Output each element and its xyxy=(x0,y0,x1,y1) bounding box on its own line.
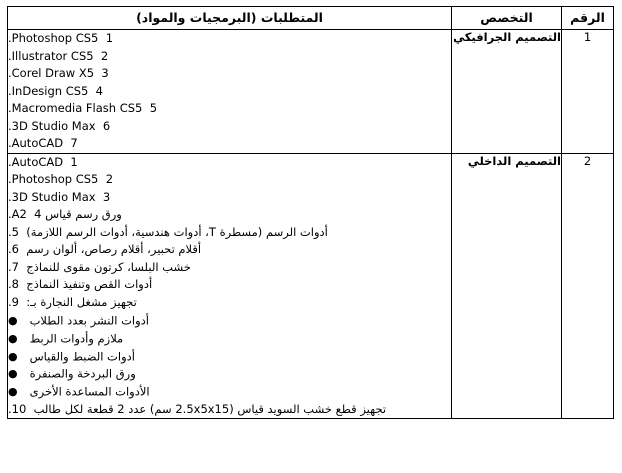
list-item xyxy=(8,401,451,419)
item-number: 1. xyxy=(8,31,114,45)
item-number: 3. xyxy=(8,189,111,204)
header-specialization: التخصص xyxy=(452,7,562,30)
requirements-list xyxy=(8,154,451,419)
requirements-table xyxy=(7,6,614,419)
item-number: 2. xyxy=(8,172,114,186)
table-body xyxy=(8,30,614,419)
list-item xyxy=(8,224,451,242)
item-text: 3D Studio Max xyxy=(11,118,96,133)
item-number: 6. xyxy=(8,118,111,133)
item-number: 8. xyxy=(8,277,19,291)
list-item xyxy=(8,65,451,83)
item-number: 10. xyxy=(8,401,27,416)
list-item xyxy=(8,83,451,101)
item-text: Photoshop CS5 xyxy=(11,31,99,45)
list-item xyxy=(8,135,451,153)
row-requirements xyxy=(8,153,452,419)
item-text: أقلام تحبير، أقلام رصاص، ألوان رسم xyxy=(26,242,202,256)
item-number: 7. xyxy=(8,136,78,150)
bullet-dot-icon: ● xyxy=(8,314,18,327)
row-requirements xyxy=(8,30,452,154)
table-row xyxy=(8,30,614,154)
item-text: أدوات الرسم (مسطرة T، أدوات هندسية، أدوات الرسم اللازمة) xyxy=(26,224,328,239)
row-specialization: التصميم الجرافيكي xyxy=(452,30,562,154)
item-text: AutoCAD xyxy=(11,154,64,169)
list-item xyxy=(8,118,451,136)
list-item xyxy=(8,171,451,189)
item-text: 3D Studio Max xyxy=(11,189,96,204)
item-number: 7. xyxy=(8,259,19,274)
item-text: AutoCAD xyxy=(11,136,64,150)
item-text: Photoshop CS5 xyxy=(11,172,99,186)
item-text: ورق رسم قياس A2 xyxy=(11,207,122,221)
item-number: 3. xyxy=(8,66,109,80)
bullet-text: ورق البردخة والصنفرة xyxy=(29,366,136,381)
table-row xyxy=(8,153,614,419)
header-requirements: المتطلبات (البرمجيات والمواد) xyxy=(8,7,452,30)
item-text: أدوات القص وتنفيذ النماذج xyxy=(26,277,153,291)
list-item xyxy=(8,30,451,48)
row-number: 2 xyxy=(562,153,614,419)
list-item xyxy=(8,48,451,66)
row-specialization: التصميم الداخلي xyxy=(452,153,562,419)
item-text: Corel Draw X5 xyxy=(11,66,95,80)
list-item xyxy=(8,276,451,294)
bullet-item xyxy=(8,383,451,401)
item-number: 6. xyxy=(8,242,19,256)
item-text: Illustrator CS5 xyxy=(11,48,94,63)
item-text: Macromedia Flash CS5 xyxy=(11,101,143,115)
bullet-dot-icon: ● xyxy=(8,367,18,381)
item-text: تجهيز قطع خشب السويد قياس (2.5x5x15 سم) عدد 2 قطعة لكل طالب xyxy=(33,401,387,416)
item-text: InDesign CS5 xyxy=(11,83,89,98)
row-number: 1 xyxy=(562,30,614,154)
item-number: 9. xyxy=(8,294,19,309)
bullet-item xyxy=(8,330,451,348)
item-number: 5. xyxy=(8,224,19,239)
item-text: تجهيز مشغل النجارة بـ: xyxy=(26,294,137,309)
item-number: 5. xyxy=(8,101,158,115)
bullet-item xyxy=(8,348,451,366)
bullet-item xyxy=(8,312,451,330)
bullet-text: أدوات الضبط والقياس xyxy=(29,348,135,363)
list-item xyxy=(8,154,451,172)
sub-bullet-list xyxy=(8,312,451,401)
list-item xyxy=(8,206,451,224)
list-item xyxy=(8,100,451,118)
list-item xyxy=(8,241,451,259)
bullet-text: الأدوات المساعدة الأخرى xyxy=(29,384,150,399)
list-item xyxy=(8,189,451,207)
requirements-list xyxy=(8,30,451,153)
item-number: 4. xyxy=(8,83,103,98)
bullet-dot-icon: ● xyxy=(8,385,18,398)
list-item xyxy=(8,259,451,277)
item-text: خشب البلسا، كرتون مقوى للنماذج xyxy=(26,259,191,274)
header-row xyxy=(8,7,614,30)
bullet-text: ملازم وأدوات الربط xyxy=(29,331,124,345)
bullet-dot-icon: ● xyxy=(8,331,18,345)
bullet-dot-icon: ● xyxy=(8,349,18,363)
item-number: 1. xyxy=(8,154,78,169)
item-number: 2. xyxy=(8,48,109,63)
table-header xyxy=(8,7,614,30)
list-item xyxy=(8,294,451,401)
item-number: 4. xyxy=(8,207,42,221)
bullet-text: أدوات النشر بعدد الطلاب xyxy=(29,313,149,328)
bullet-item xyxy=(8,365,451,383)
header-number: الرقم xyxy=(562,7,614,30)
